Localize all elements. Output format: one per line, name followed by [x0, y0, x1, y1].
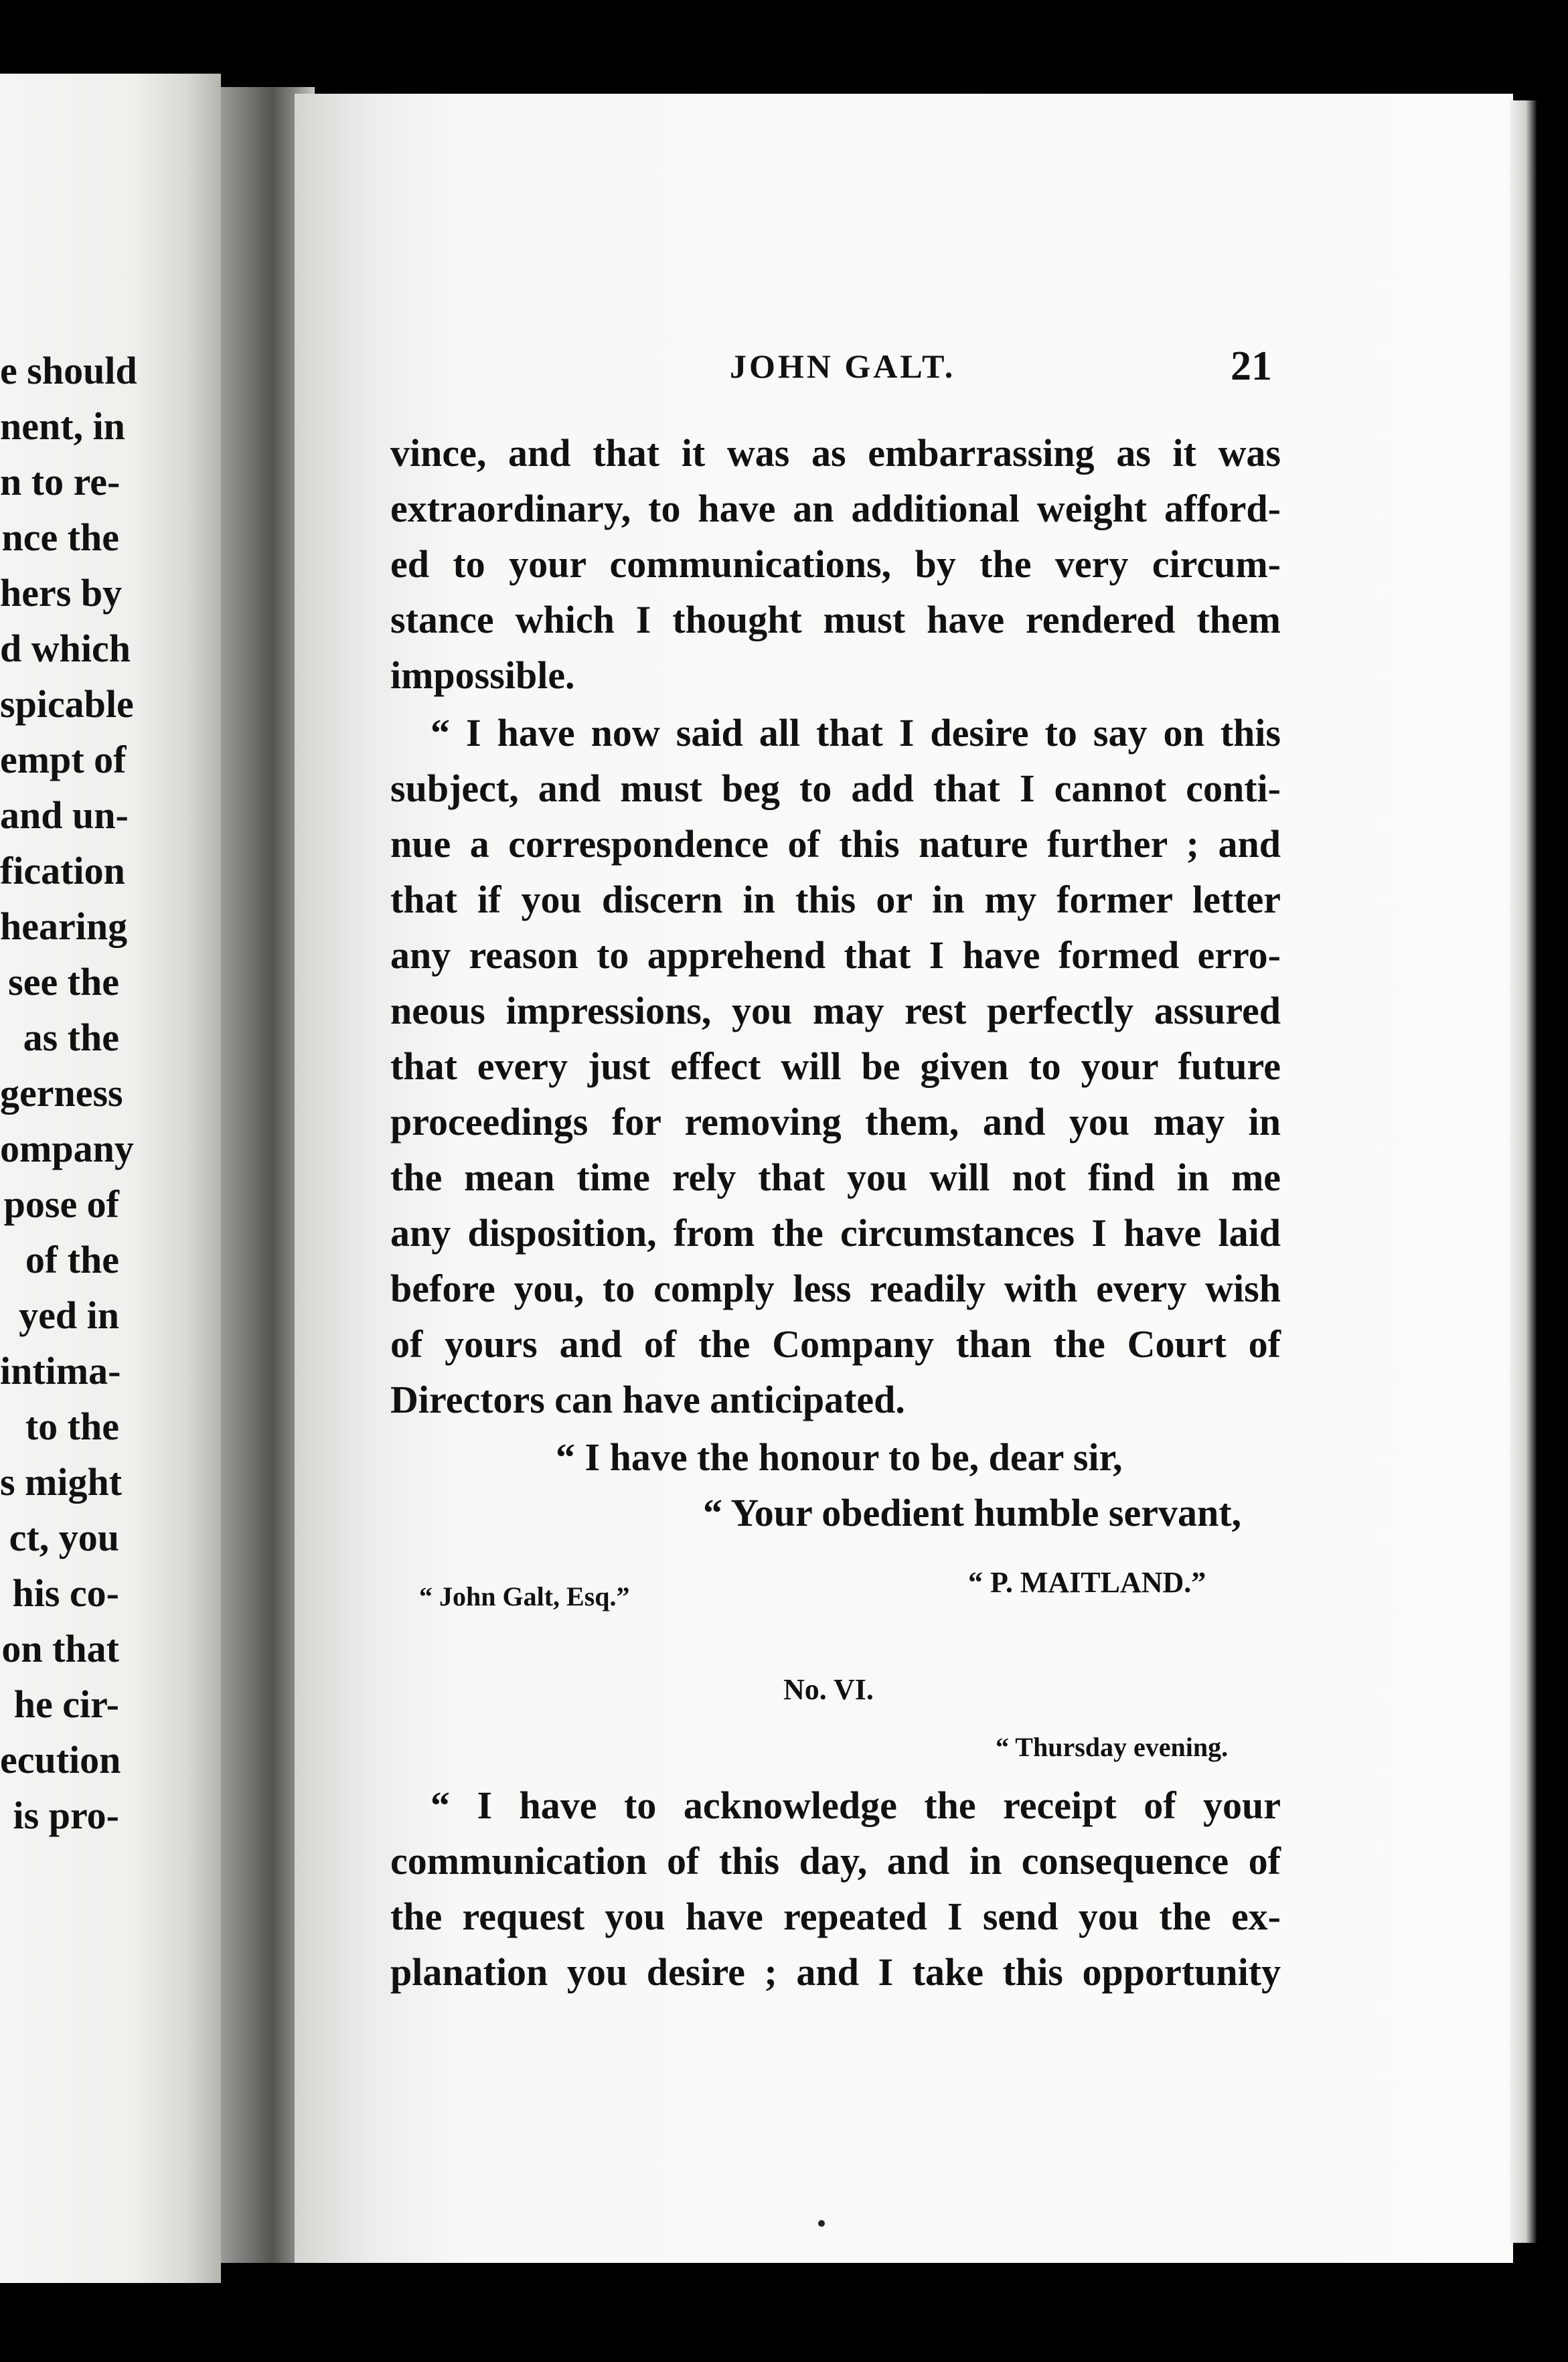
left-page-line: and un-	[0, 793, 129, 837]
left-page-line: nent, in	[0, 404, 125, 448]
left-page-line: ompany	[0, 1127, 134, 1170]
left-page-line: of the	[25, 1238, 119, 1281]
text-line: stance which I thought must have rendered them	[390, 598, 1281, 641]
text-line: Directors can have anticipated.	[390, 1378, 905, 1421]
signature: “ P. MAITLAND.”	[968, 1566, 1206, 1599]
closing-honour: “ I have the honour to be, dear sir,	[556, 1435, 1123, 1479]
text-line: that every just effect will be given to your future	[390, 1044, 1281, 1088]
text-line: any reason to apprehend that I have formed erro-	[390, 933, 1281, 977]
text-line: extraordinary, to have an additional weight afford-	[390, 487, 1281, 530]
left-page-line: n to re-	[0, 460, 121, 503]
left-page-line: hers by	[0, 571, 123, 615]
text-line: ed to your communications, by the very circum-	[390, 542, 1281, 586]
text-line: impossible.	[390, 653, 575, 697]
left-page-line: empt of	[0, 738, 127, 781]
text-line: the request you have repeated I send you the ex-	[390, 1895, 1281, 1938]
text-line: vince, and that it was as embarrassing as it was	[390, 431, 1281, 475]
left-page-line: ct, you	[9, 1516, 119, 1559]
left-page-line: spicable	[0, 682, 134, 726]
left-page-line: on that	[1, 1627, 119, 1670]
closing-servant: “ Your obedient humble servant,	[703, 1491, 1242, 1534]
text-line: the mean time rely that you will not find in me	[390, 1156, 1281, 1199]
text-line: planation you desire ; and I take this opportunity	[390, 1950, 1281, 1994]
left-page-line: intima-	[0, 1349, 121, 1393]
running-head: JOHN GALT.	[730, 347, 956, 385]
dateline: “ Thursday evening.	[996, 1732, 1229, 1762]
page-number: 21	[1231, 343, 1272, 389]
left-page-line: d which	[0, 627, 131, 670]
left-page-line: pose of	[3, 1182, 119, 1226]
text-line: of yours and of the Company than the Court of	[390, 1322, 1281, 1366]
left-page-line: ecution	[0, 1738, 121, 1782]
page-edge	[1510, 100, 1537, 2243]
left-page-line: to the	[25, 1405, 119, 1448]
left-page-line: he cir-	[13, 1682, 119, 1726]
text-line: before you, to comply less readily with every wish	[390, 1267, 1281, 1310]
text-line: “ I have now said all that I desire to say on this	[430, 711, 1281, 755]
ink-speck	[818, 2220, 825, 2227]
text-line: any disposition, from the circumstances I have laid	[390, 1211, 1281, 1255]
text-line: that if you discern in this or in my former letter	[390, 878, 1281, 921]
left-facing-page	[0, 74, 221, 2283]
left-page-line: his co-	[12, 1571, 119, 1615]
left-page-line: e should	[0, 349, 137, 392]
text-line: nue a correspondence of this nature further ; and	[390, 822, 1281, 866]
left-page-line: gerness	[0, 1071, 123, 1115]
left-page-line: nce the	[1, 516, 119, 559]
text-line: communication of this day, and in consequence of	[390, 1839, 1281, 1883]
left-page-line: is pro-	[13, 1794, 119, 1837]
left-page-line: as the	[23, 1016, 119, 1059]
text-line: proceedings for removing them, and you may in	[390, 1100, 1281, 1144]
text-line: subject, and must beg to add that I cannot conti-	[390, 767, 1281, 810]
addressee: “ John Galt, Esq.”	[419, 1581, 630, 1611]
left-page-line: s might	[0, 1460, 123, 1504]
letter-heading: No. VI.	[783, 1673, 874, 1706]
left-page-line: fication	[0, 849, 125, 892]
left-page-line: yed in	[19, 1293, 119, 1337]
left-page-line: hearing	[0, 904, 128, 948]
text-line: neous impressions, you may rest perfectly assured	[390, 989, 1281, 1032]
text-line: “ I have to acknowledge the receipt of your	[430, 1784, 1281, 1827]
left-page-line: see the	[8, 960, 119, 1004]
